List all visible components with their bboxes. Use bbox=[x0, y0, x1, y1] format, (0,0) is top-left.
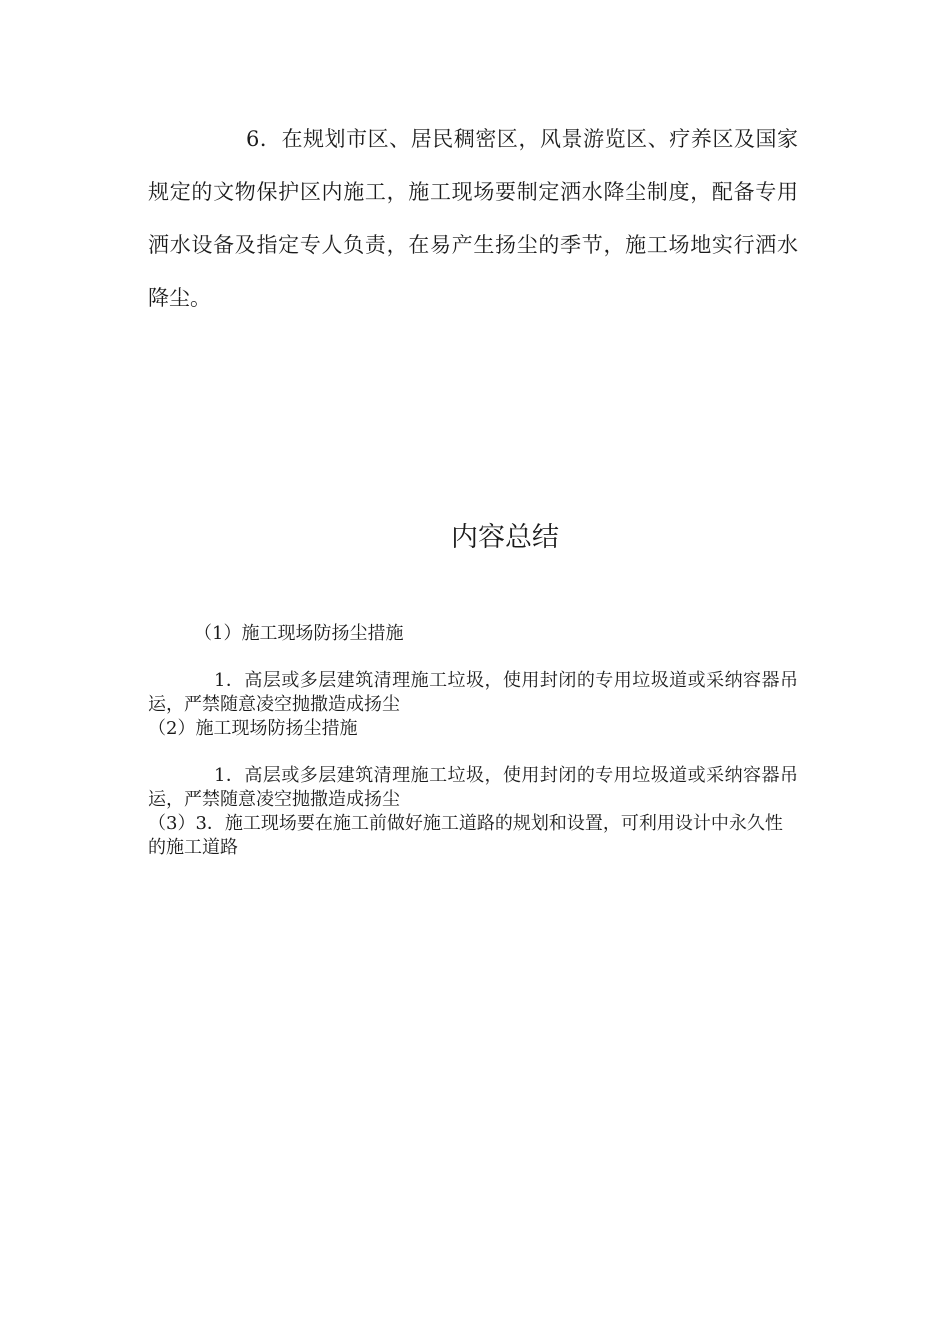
section2-item: 1．高层或多层建筑清理施工垃圾，使用封闭的专用垃圾道或采纳容器吊运，严禁随意凌空抛撒造成扬尘 bbox=[148, 765, 798, 810]
spacer bbox=[148, 741, 798, 764]
section2-heading: （2）施工现场防扬尘措施 bbox=[148, 718, 358, 739]
spacer bbox=[148, 646, 798, 669]
section1-item: 1．高层或多层建筑清理施工垃圾，使用封闭的专用垃圾道或采纳容器吊运，严禁随意凌空抛撒造成扬尘 bbox=[148, 670, 798, 715]
intro-paragraph: 6．在规划市区、居民稠密区，风景游览区、疗养区及国家规定的文物保护区内施工，施工现场要制定洒水降尘制度，配备专用洒水设备及指定专人负责，在易产生扬尘的季节，施工场地实行洒水降尘。 bbox=[148, 127, 798, 310]
summary-section bbox=[148, 622, 798, 860]
section3-line: （3）3．施工现场要在施工前做好施工道路的规划和设置，可利用设计中永久性的施工道路 bbox=[148, 813, 783, 858]
summary-title: 内容总结 bbox=[451, 522, 559, 553]
section1-heading: （1）施工现场防扬尘措施 bbox=[194, 623, 404, 644]
